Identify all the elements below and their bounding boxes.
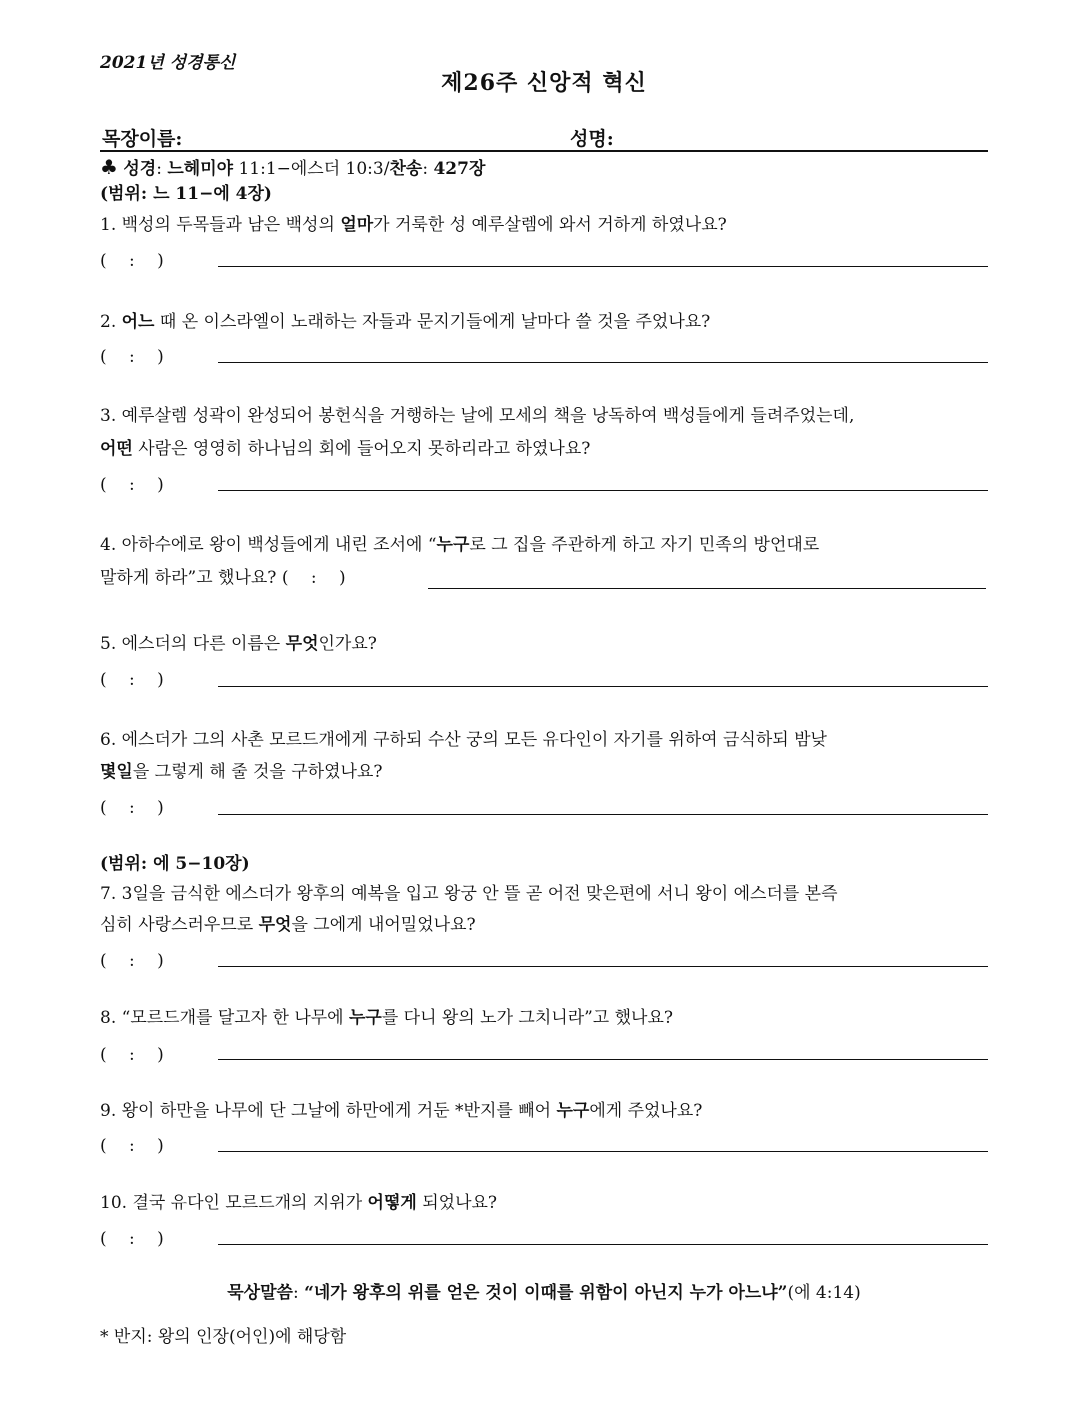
group-name-label: 목장이름: bbox=[102, 128, 183, 150]
question-6-line-2: 몇일을 그렇게 해 줄 것을 구하였나요? bbox=[100, 762, 383, 782]
answer-ref-10[interactable]: ( : ) bbox=[100, 1229, 164, 1249]
year-tag: 2021년 성경통신 bbox=[100, 53, 236, 73]
answer-line-1[interactable] bbox=[218, 266, 988, 267]
club-icon: ♣ bbox=[100, 155, 118, 179]
answer-ref-2[interactable]: ( : ) bbox=[100, 347, 164, 367]
question-7-line-1: 7. 3일을 금식한 에스더가 왕후의 예복을 입고 왕궁 안 뜰 곧 어전 맞은편에 서니 왕이 에스더를 본즉 bbox=[100, 884, 838, 904]
answer-ref-3[interactable]: ( : ) bbox=[100, 475, 164, 495]
answer-line-4[interactable] bbox=[428, 588, 986, 589]
question-5: 5. 에스더의 다른 이름은 무엇인가요? bbox=[100, 634, 377, 654]
answer-line-10[interactable] bbox=[218, 1244, 988, 1245]
answer-ref-1[interactable]: ( : ) bbox=[100, 251, 164, 271]
hymn-label: 찬송 bbox=[389, 159, 423, 179]
answer-line-9[interactable] bbox=[218, 1151, 988, 1152]
question-4-line-1: 4. 아하수에로 왕이 백성들에게 내린 조서에 “누구로 그 집을 주관하게 하고 자기 민족의 방언대로 bbox=[100, 535, 820, 555]
section-range-2: (범위: 에 5−10장) bbox=[100, 854, 250, 874]
memory-verse-label: 묵상말씀 bbox=[227, 1283, 293, 1303]
scripture-ref: 11:1−에스더 10:3/ bbox=[238, 159, 390, 179]
answer-line-3[interactable] bbox=[218, 490, 988, 491]
page-title: 제26주 신앙적 혁신 bbox=[441, 70, 647, 96]
question-7-line-2: 심히 사랑스러우므로 무엇을 그에게 내어밀었나요? bbox=[100, 915, 476, 935]
person-name-label: 성명: bbox=[570, 128, 614, 150]
memory-verse-quote: “네가 왕후의 위를 얻은 것이 이때를 위함이 아닌지 누가 아느냐” bbox=[304, 1283, 788, 1303]
hymn-number: 427장 bbox=[433, 159, 486, 179]
question-9: 9. 왕이 하만을 나무에 단 그날에 하만에게 거둔 *반지를 빼어 누구에게 주었나요? bbox=[100, 1101, 703, 1121]
question-1: 1. 백성의 두목들과 남은 백성의 얼마가 거룩한 성 예루살렘에 와서 거하게 하였나요? bbox=[100, 215, 727, 235]
question-3-line-1: 3. 예루살렘 성곽이 완성되어 봉헌식을 거행하는 날에 모세의 책을 낭독하여 백성들에게 들려주었는데, bbox=[100, 406, 855, 426]
memory-verse: 묵상말씀: “네가 왕후의 위를 얻은 것이 이때를 위함이 아닌지 누가 아느냐”(에 4:14) bbox=[227, 1283, 861, 1303]
answer-ref-5[interactable]: ( : ) bbox=[100, 670, 164, 690]
answer-ref-9[interactable]: ( : ) bbox=[100, 1136, 164, 1156]
footnote: * 반지: 왕의 인장(어인)에 해당함 bbox=[100, 1327, 347, 1347]
info-field-row bbox=[100, 124, 988, 152]
answer-ref-7[interactable]: ( : ) bbox=[100, 951, 164, 971]
scripture-book: 느헤미야 bbox=[167, 159, 234, 179]
answer-line-8[interactable] bbox=[218, 1059, 988, 1060]
question-10: 10. 결국 유다인 모르드개의 지위가 어떻게 되었나요? bbox=[100, 1193, 498, 1213]
answer-line-2[interactable] bbox=[218, 362, 988, 363]
scripture-label: 성경 bbox=[123, 159, 157, 179]
answer-ref-8[interactable]: ( : ) bbox=[100, 1045, 164, 1065]
answer-line-5[interactable] bbox=[218, 686, 988, 687]
question-6-line-1: 6. 에스더가 그의 사촌 모르드개에게 구하되 수산 궁의 모든 유다인이 자기를 위하여 금식하되 밤낮 bbox=[100, 730, 827, 750]
question-8: 8. “모르드개를 달고자 한 나무에 누구를 다니 왕의 노가 그치니라”고 했나요? bbox=[100, 1008, 674, 1028]
answer-line-7[interactable] bbox=[218, 966, 988, 967]
section-range-1: (범위: 느 11−에 4장) bbox=[100, 184, 272, 204]
question-3-line-2: 어떤 사람은 영영히 하나님의 회에 들어오지 못하리라고 하였나요? bbox=[100, 439, 591, 459]
answer-line-6[interactable] bbox=[218, 814, 988, 815]
answer-ref-6[interactable]: ( : ) bbox=[100, 798, 164, 818]
memory-verse-ref: (에 4:14) bbox=[787, 1283, 861, 1303]
question-2: 2. 어느 때 온 이스라엘이 노래하는 자들과 문지기들에게 날마다 쓸 것을 주었나요? bbox=[100, 312, 711, 332]
scripture-line: ♣ 성경: 느헤미야 11:1−에스더 10:3/찬송: 427장 bbox=[100, 155, 486, 179]
question-4-line-2: 말하게 하라”고 했나요? ( : ) bbox=[100, 568, 346, 588]
